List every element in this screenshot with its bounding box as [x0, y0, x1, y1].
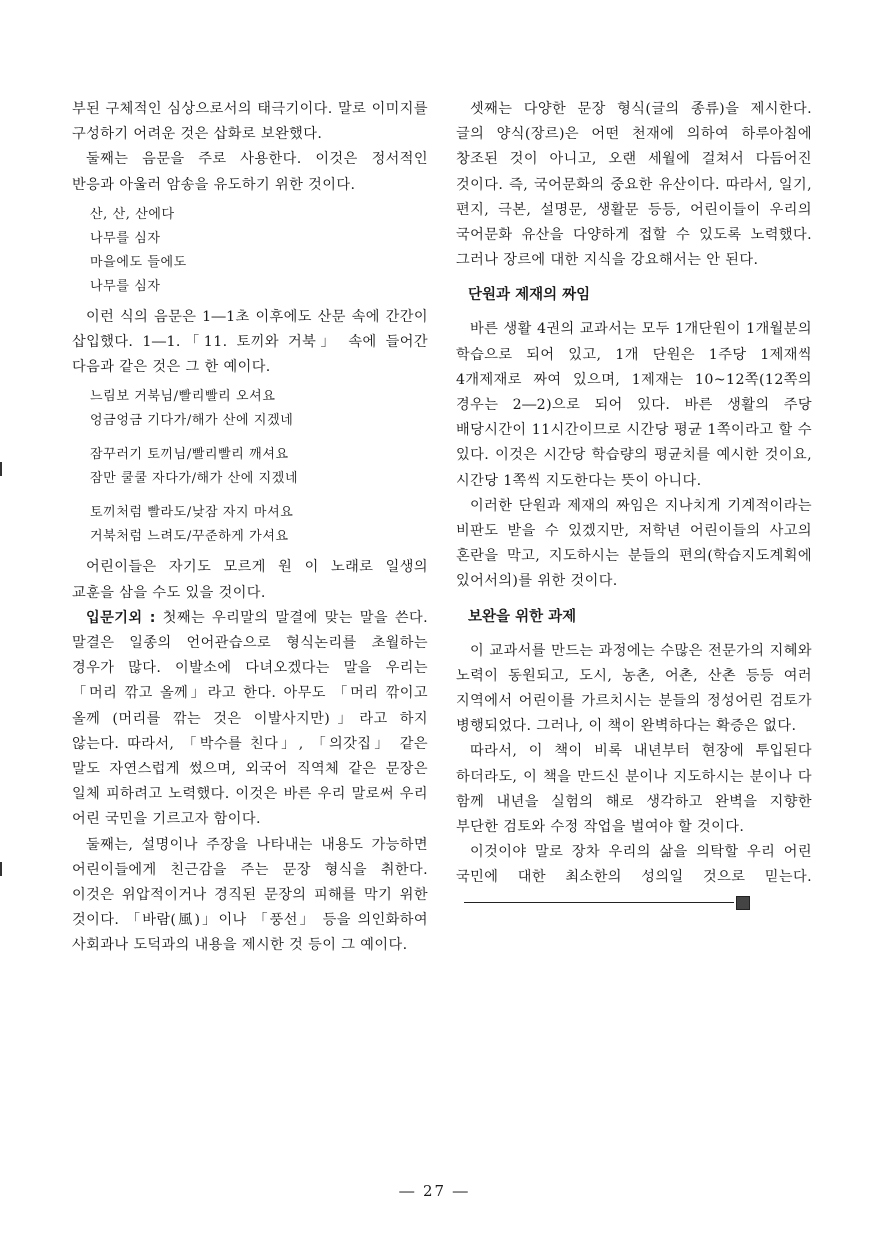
end-mark-icon — [736, 896, 750, 910]
paragraph: 둘째는 음문을 주로 사용한다. 이것은 정서적인 반응과 아울러 암송을 유도하기 위한 것이다. — [72, 151, 428, 193]
paragraph: 따라서, 이 책이 비록 내년부터 현장에 투입된다 하더라도, 이 책을 만드신 분이나 지도하시는 분이나 다 함께 내년을 실험의 해로 생각하고 완벽을 지향한 부단한 검토와 수정 작업을 벌여야 할 것이다. — [456, 743, 812, 836]
paragraph: 이 교과서를 만드는 과정에는 수많은 전문가의 지혜와 노력이 동원되고, 도시, 농촌, 어촌, 산촌 등등 여러 지역에서 어린이를 가르치시는 분들의 정성어린 검토가 병행되었다. 그러나, 이 책이 완벽하다는 확증은 없다. — [456, 642, 812, 735]
verse-line: 마을에도 들에도 — [90, 254, 187, 270]
page-number: ― 27 ― — [399, 1182, 470, 1200]
paragraph: 이러한 단원과 제재의 짜임은 지나치게 기계적이라는 비판도 받을 수 있겠지만, 저학년 어린이들의 사고의 혼란을 막고, 지도하시는 분들의 편의(학습지도계획에 있어서의)를 위한 것이다. — [456, 497, 812, 590]
paragraph: 부된 구체적인 심상으로서의 태극기이다. 말로 이미지를 구성하기 어려운 것은 삽화로 보완했다. — [72, 101, 428, 143]
verse-block — [90, 203, 428, 299]
verse-line: 거북처럼 느려도/꾸준하게 가셔요 — [90, 529, 289, 545]
left-column — [72, 97, 428, 959]
verse-line: 나무를 심자 — [90, 230, 161, 246]
verse-line: 나무를 심자 — [90, 278, 161, 294]
verse-block — [90, 385, 428, 433]
section-lead: 입문기외 : — [86, 609, 156, 626]
paragraph: 바른 생활 4권의 교과서는 모두 1개단원이 1개월분의 학습으로 되어 있고, 1개 단원은 1주당 1제재씩 4개제재로 짜여 있으며, 1제재는 10~12쪽(12쪽의 경우는 2―2)으로 되어 있다. 바른 생활의 주당 배당시간이 11시간이므로 시간당 평균 1쪽이라고 할 수 있다. 이것은 시간당 학습량의 평균치를 예시한 것이요, 시간당 1쪽씩 지도한다는 뜻이 아니다. — [456, 321, 812, 489]
verse-line: 토끼처럼 빨라도/낮잠 자지 마셔요 — [90, 505, 294, 521]
end-rule — [464, 902, 734, 903]
verse-line: 느림보 거북님/빨리빨리 오셔요 — [90, 389, 276, 405]
paragraph — [72, 606, 428, 833]
verse-line: 잠꾸러기 토끼님/빨리빨리 깨셔요 — [90, 447, 289, 463]
paragraph-text: 첫째는 우리말의 말결에 맞는 말을 쓴다. 말결은 일종의 언어관습으로 형식논리를 초월하는 경우가 많다. 이발소에 다녀오겠다는 말을 우리는 「머리 깎고 올께」라고 한다. 아무도 「머리 깎이고 올께 (머리를 깎는 것은 이발사지만)」라고 하지 않는다. 따라서, 「박수를 친다」, 「의갓집」 같은 말도 자연스럽게 썼으며, 외국어 직역체 같은 문장은 일체 피하려고 노력했다. 이것은 바른 우리 말로써 우리 어린 국민을 기르고자 함이다. — [72, 609, 428, 828]
margin-mark — [0, 862, 2, 876]
paragraph-text: 이것이야 말로 장차 우리의 삶을 의탁할 우리 어린 국민에 대한 최소한의 성의일 것으로 믿는다. — [456, 844, 812, 886]
paragraph: 셋째는 다양한 문장 형식(글의 종류)을 제시한다. 글의 양식(장르)은 어떤 천재에 의하여 하루아침에 창조된 것이 아니고, 오랜 세월에 걸쳐서 다듬어진 것이다. 즉, 국어문화의 중요한 유산이다. 따라서, 일기, 편지, 극본, 설명문, 생활문 등등, 어린이들이 우리의 국어문화 유산을 다양하게 접할 수 있도록 노력했다. 그러나 장르에 대한 지식을 강요해서는 안 된다. — [456, 101, 812, 269]
right-column — [456, 97, 812, 916]
verse-block — [90, 443, 428, 491]
section-heading: 단원과 제재의 짜임 — [468, 287, 591, 304]
paragraph — [456, 840, 812, 916]
verse-line: 산, 산, 산에다 — [90, 206, 175, 222]
margin-mark — [0, 462, 2, 476]
paragraph: 이런 식의 음문은 1―1초 이후에도 산문 속에 간간이 삽입했다. 1―1.「11. 토끼와 거북」 속에 들어간 다음과 같은 것은 그 한 예이다. — [72, 308, 428, 376]
verse-block — [90, 501, 428, 549]
verse-line: 엉금엉금 기다가/해가 산에 지겠네 — [90, 413, 294, 429]
paragraph: 어린이들은 자기도 모르게 원 이 노래로 일생의 교훈을 삼을 수도 있을 것이다. — [72, 559, 428, 601]
paragraph: 둘째는, 설명이나 주장을 나타내는 내용도 가능하면 어린이들에게 친근감을 주는 문장 형식을 취한다. 이것은 위압적이거나 경직된 문장의 피해를 막기 위한 것이다. 「바람(風)」이나 「풍선」 등을 의인화하여 사회과나 도덕과의 내용을 제시한 것 등이 그 예이다. — [72, 836, 428, 954]
verse-line: 잠만 쿨쿨 자다가/해가 산에 지겠네 — [90, 471, 299, 487]
section-heading: 보완을 위한 과제 — [468, 608, 577, 625]
